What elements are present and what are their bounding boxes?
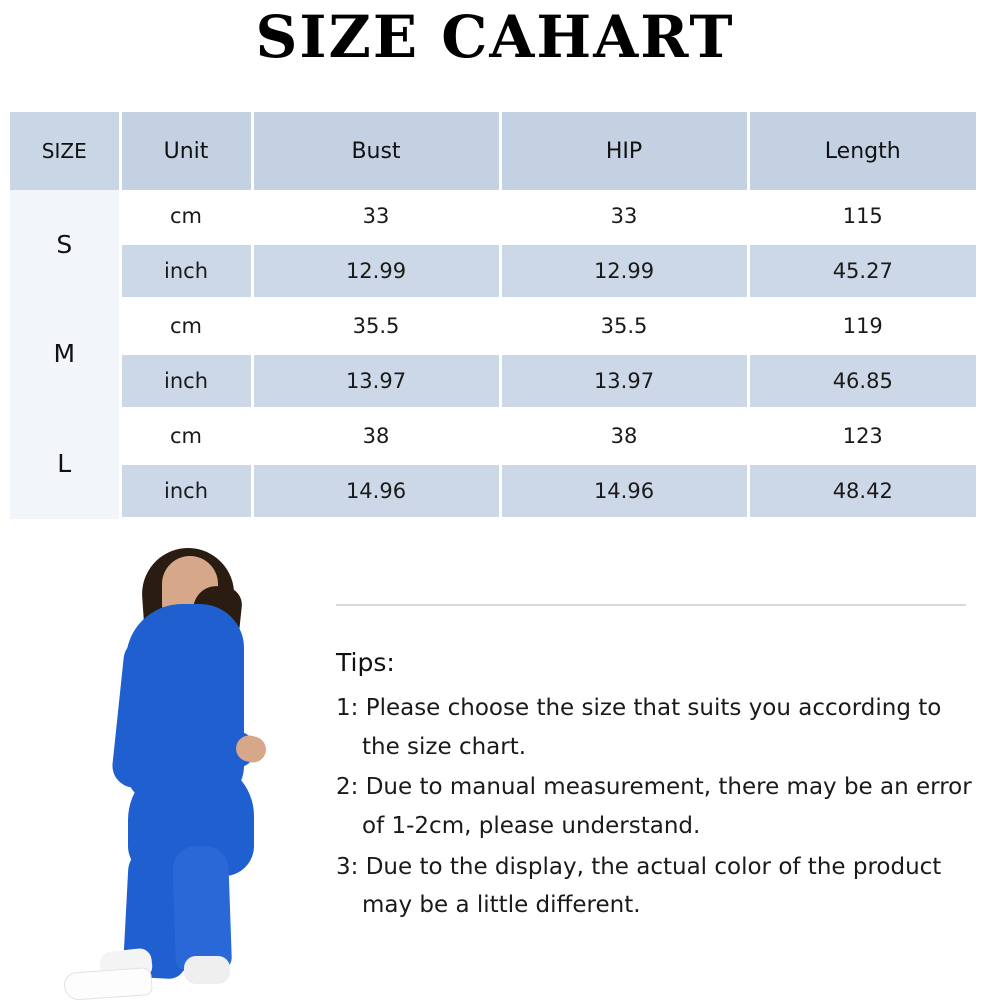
cell-hip: 13.97	[500, 354, 748, 409]
cell-hip: 12.99	[500, 244, 748, 299]
tips-item-2: 2: Due to manual measurement, there may be an error of 1-2cm, please understand.	[336, 774, 972, 839]
tips-heading: Tips:	[336, 648, 395, 677]
cell-unit: cm	[120, 409, 252, 464]
page-title: SIZE CAHART	[255, 3, 735, 71]
cell-hip: 35.5	[500, 299, 748, 354]
table-row	[10, 244, 976, 299]
cell-bust: 14.96	[252, 464, 500, 519]
cell-bust: 13.97	[252, 354, 500, 409]
divider	[336, 604, 966, 606]
cell-bust: 38	[252, 409, 500, 464]
cell-unit: inch	[120, 244, 252, 299]
column-header-hip: HIP	[500, 112, 748, 190]
model-sock-right	[184, 956, 230, 984]
model-leg-right	[172, 845, 232, 973]
table-row	[10, 409, 976, 464]
table-row	[10, 299, 976, 354]
table-header-row	[10, 112, 976, 190]
cell-length: 115	[748, 190, 976, 244]
lower-section	[0, 546, 990, 1000]
size-chart-section	[0, 112, 990, 520]
cell-length: 48.42	[748, 464, 976, 519]
cell-length: 45.27	[748, 244, 976, 299]
column-header-unit: Unit	[120, 112, 252, 190]
table-row	[10, 464, 976, 519]
cell-hip: 33	[500, 190, 748, 244]
cell-unit: inch	[120, 464, 252, 519]
column-header-length: Length	[748, 112, 976, 190]
cell-bust: 35.5	[252, 299, 500, 354]
cell-bust: 12.99	[252, 244, 500, 299]
tips-item-1: 1: Please choose the size that suits you according to the size chart.	[336, 695, 942, 760]
size-label-m: M	[10, 299, 120, 409]
tips-section	[336, 604, 976, 927]
cell-unit: inch	[120, 354, 252, 409]
table-row	[10, 190, 976, 244]
table-row	[10, 354, 976, 409]
cell-unit: cm	[120, 299, 252, 354]
cell-bust: 33	[252, 190, 500, 244]
cell-length: 46.85	[748, 354, 976, 409]
size-label-s: S	[10, 190, 120, 299]
cell-hip: 38	[500, 409, 748, 464]
column-header-bust: Bust	[252, 112, 500, 190]
column-header-size: SIZE	[10, 112, 120, 190]
tips-item-3: 3: Due to the display, the actual color of the product may be a little different.	[336, 853, 942, 919]
size-label-l: L	[10, 409, 120, 519]
product-photo	[40, 546, 320, 1000]
cell-length: 119	[748, 299, 976, 354]
cell-hip: 14.96	[500, 464, 748, 519]
cell-unit: cm	[120, 190, 252, 244]
cell-length: 123	[748, 409, 976, 464]
size-chart-table	[10, 112, 976, 520]
model-shoe	[63, 967, 153, 1000]
